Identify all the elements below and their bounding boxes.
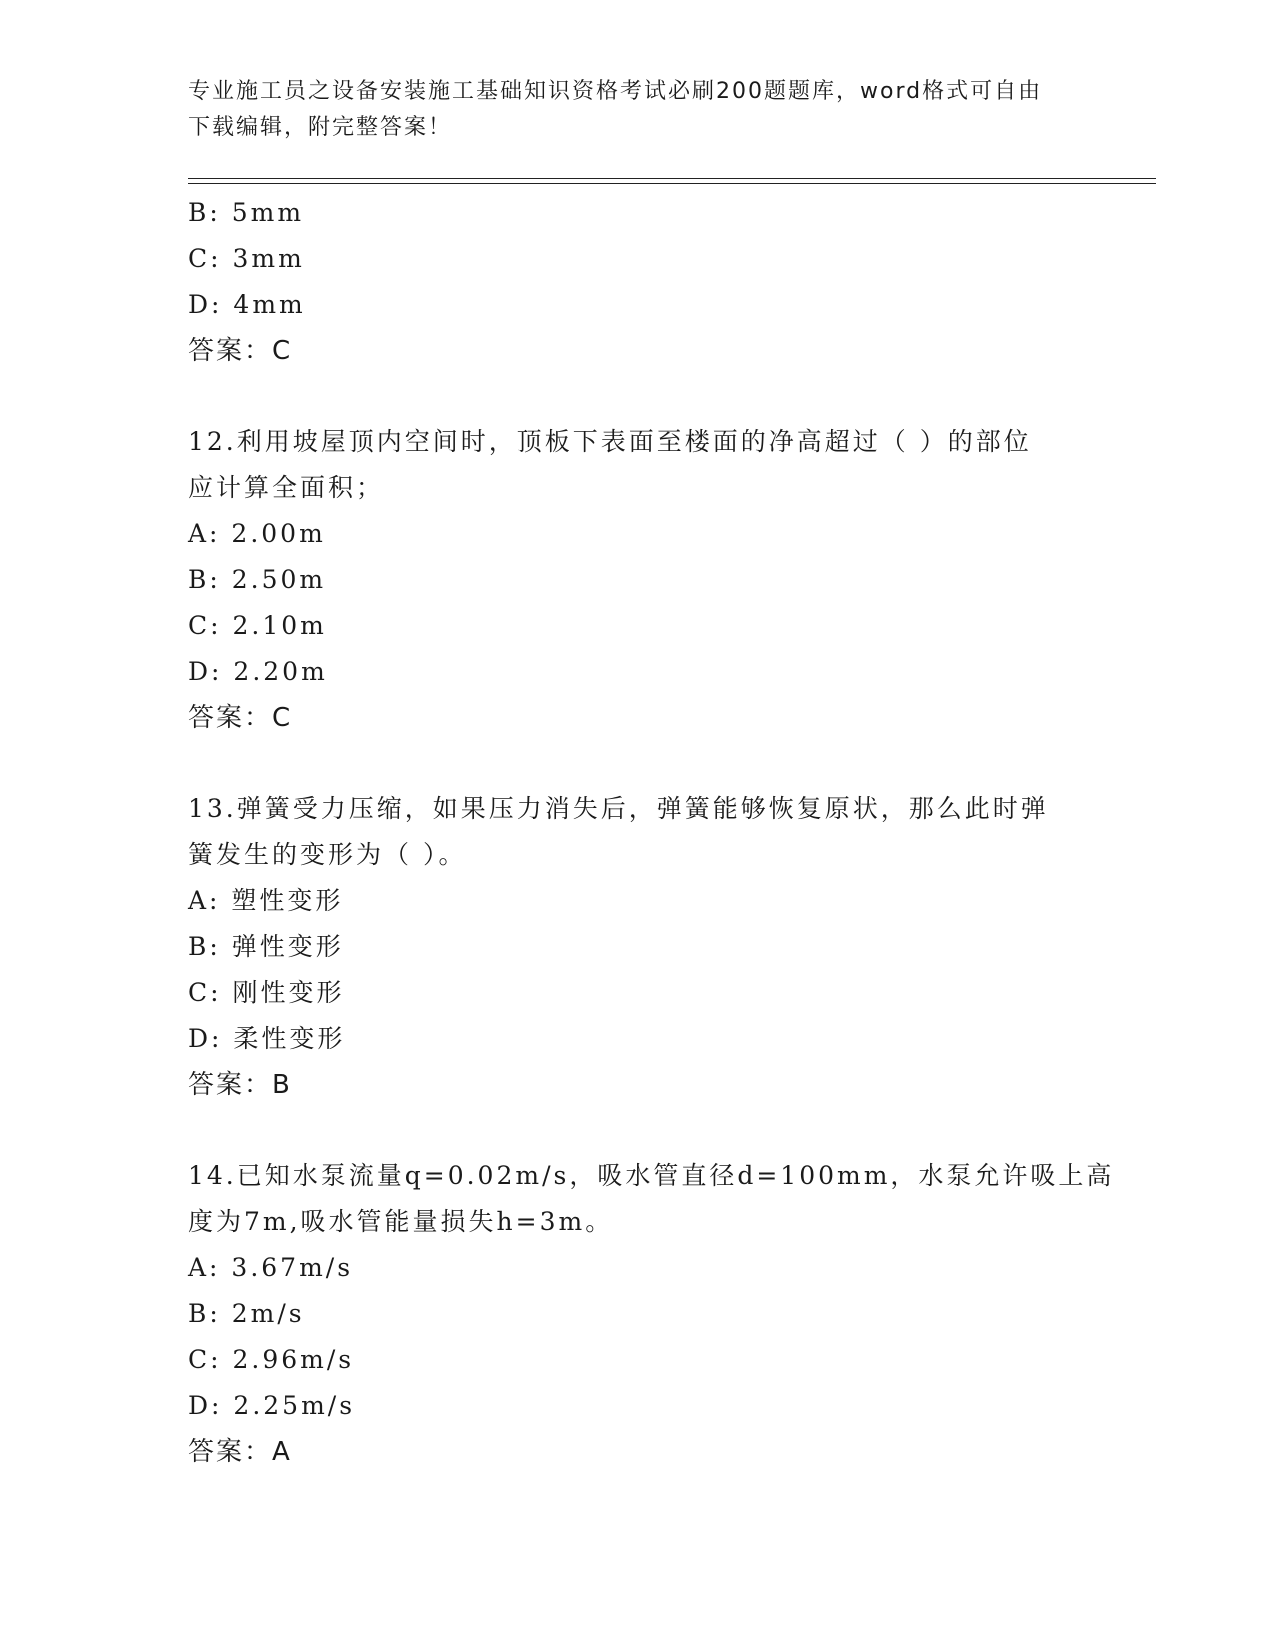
question-14	[188, 1153, 1115, 1475]
header-line-2: 下载编辑，附完整答案！	[188, 115, 453, 140]
option-b: B: 5mm	[188, 198, 305, 227]
option-a: A: 2.00m	[188, 519, 326, 548]
option-c: C: 2.96m/s	[188, 1345, 355, 1374]
question-text-line: 应计算全面积；	[188, 473, 385, 502]
question-text-line: 度为7m,吸水管能量损失h=3m。	[188, 1207, 614, 1236]
question-list	[188, 190, 1115, 1475]
question-12	[188, 419, 1088, 741]
answer-line: 答案：A	[188, 1437, 292, 1467]
option-d: D: 4mm	[188, 290, 306, 319]
option-d: D: 2.20m	[188, 657, 328, 686]
answer-line: 答案：C	[188, 336, 293, 366]
option-c: C: 2.10m	[188, 611, 327, 640]
header-line-1: 专业施工员之设备安装施工基础知识资格考试必刷200题题库，word格式可自由	[188, 79, 1043, 104]
option-b: B: 2.50m	[188, 565, 327, 594]
question-text-line: 13.弹簧受力压缩，如果压力消失后，弹簧能够恢复原状，那么此时弹	[188, 794, 1049, 823]
option-c: C: 3mm	[188, 244, 305, 273]
spacer	[188, 741, 1088, 786]
question-13	[188, 786, 1088, 1108]
header-divider-bottom	[188, 183, 1156, 184]
header-divider-top	[188, 178, 1156, 179]
answer-line: 答案：C	[188, 703, 293, 733]
question-text-line: 12.利用坡屋顶内空间时，顶板下表面至楼面的净高超过（ ）的部位	[188, 427, 1032, 456]
option-a: A: 3.67m/s	[188, 1253, 354, 1282]
spacer	[188, 374, 1088, 419]
option-d: D: 柔性变形	[188, 1024, 346, 1053]
option-a: A: 塑性变形	[188, 886, 344, 915]
question-text-line: 14.已知水泵流量q=0.02m/s，吸水管直径d=100mm，水泵允许吸上高	[188, 1161, 1115, 1190]
question-11-partial	[188, 190, 1088, 374]
option-d: D: 2.25m/s	[188, 1391, 356, 1420]
option-c: C: 刚性变形	[188, 978, 345, 1007]
spacer	[188, 1108, 1088, 1153]
option-b: B: 弹性变形	[188, 932, 344, 961]
document-header	[188, 74, 1068, 146]
option-b: B: 2m/s	[188, 1299, 305, 1328]
question-text-line: 簧发生的变形为（ ）。	[188, 840, 467, 869]
answer-line: 答案：B	[188, 1070, 292, 1100]
